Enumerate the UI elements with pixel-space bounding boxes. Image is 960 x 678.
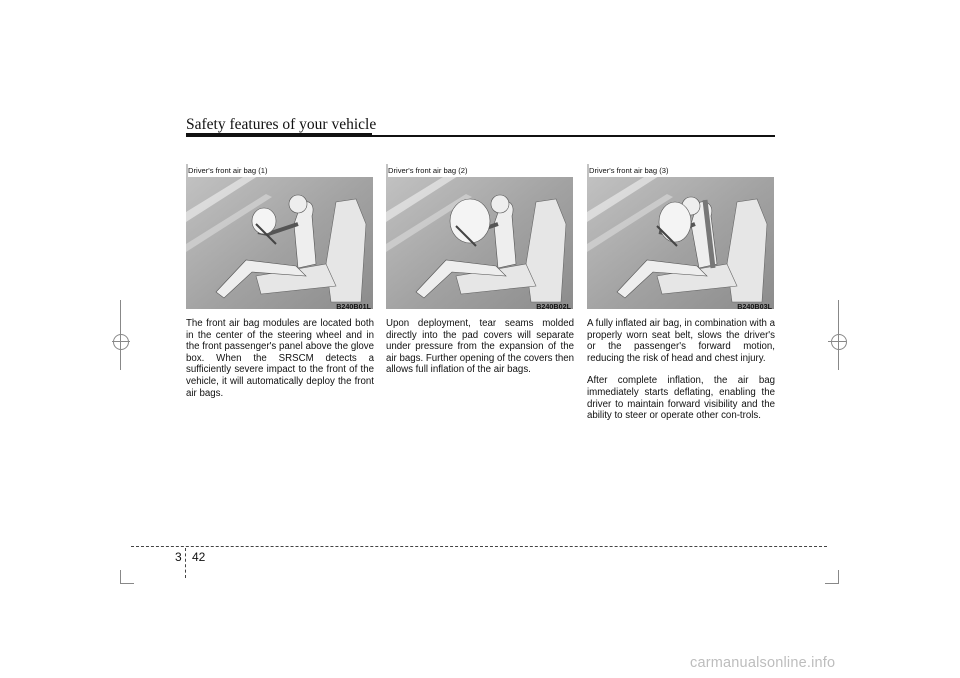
section-number: 3 [175, 550, 182, 564]
text-column-3 [587, 318, 775, 422]
figure-code: B240B02L [536, 302, 571, 311]
figure-caption: Driver's front air bag (2) [388, 164, 573, 177]
figure-caption: Driver's front air bag (3) [589, 164, 774, 177]
footer-rule [131, 546, 827, 547]
page-number: 42 [192, 550, 206, 564]
crop-mark [838, 570, 839, 584]
airbag-illustration-3 [587, 164, 774, 312]
paragraph: A fully inflated air bag, in combination with a properly worn seat belt, slows the driver's or the passenger's forward motion, reducing the risk of head and chest injury. [587, 318, 775, 364]
figure-code: B240B01L [336, 302, 371, 311]
paragraph: Upon deployment, tear seams molded directly into the pad covers will separate under pressure from the expansion of the air bags. Further opening of the covers then allows full inflation of the air bags. [386, 318, 574, 376]
footer-divider [185, 548, 186, 578]
airbag-illustration-2 [386, 164, 573, 312]
text-column-2 [386, 318, 574, 376]
airbag-figure-3 [587, 164, 774, 312]
paragraph: After complete inflation, the air bag immediately starts deflating, enabling the driver to maintain forward visibility and the ability to steer or operate other con-trols. [587, 375, 775, 422]
registration-mark-icon [831, 334, 847, 350]
crop-mark [120, 583, 134, 584]
crop-mark [120, 570, 121, 584]
watermark: carmanualsonline.info [690, 655, 836, 671]
text-column-1 [186, 318, 374, 399]
paragraph: The front air bag modules are located both in the center of the steering wheel and in the front passenger's panel above the glove box. When the SRSCM detects a sufficiently severe impact to the front of the vehicle, it will automatically deploy the front air bags. [186, 318, 374, 399]
airbag-illustration-1 [186, 164, 373, 312]
header-rule-accent [186, 133, 372, 137]
airbag-figure-2 [386, 164, 573, 312]
airbag-figure-1 [186, 164, 373, 312]
figure-code: B240B03L [737, 302, 772, 311]
registration-mark-icon [113, 334, 129, 350]
crop-mark [825, 583, 839, 584]
figure-caption: Driver's front air bag (1) [188, 164, 373, 177]
page-title: Safety features of your vehicle [186, 116, 377, 133]
